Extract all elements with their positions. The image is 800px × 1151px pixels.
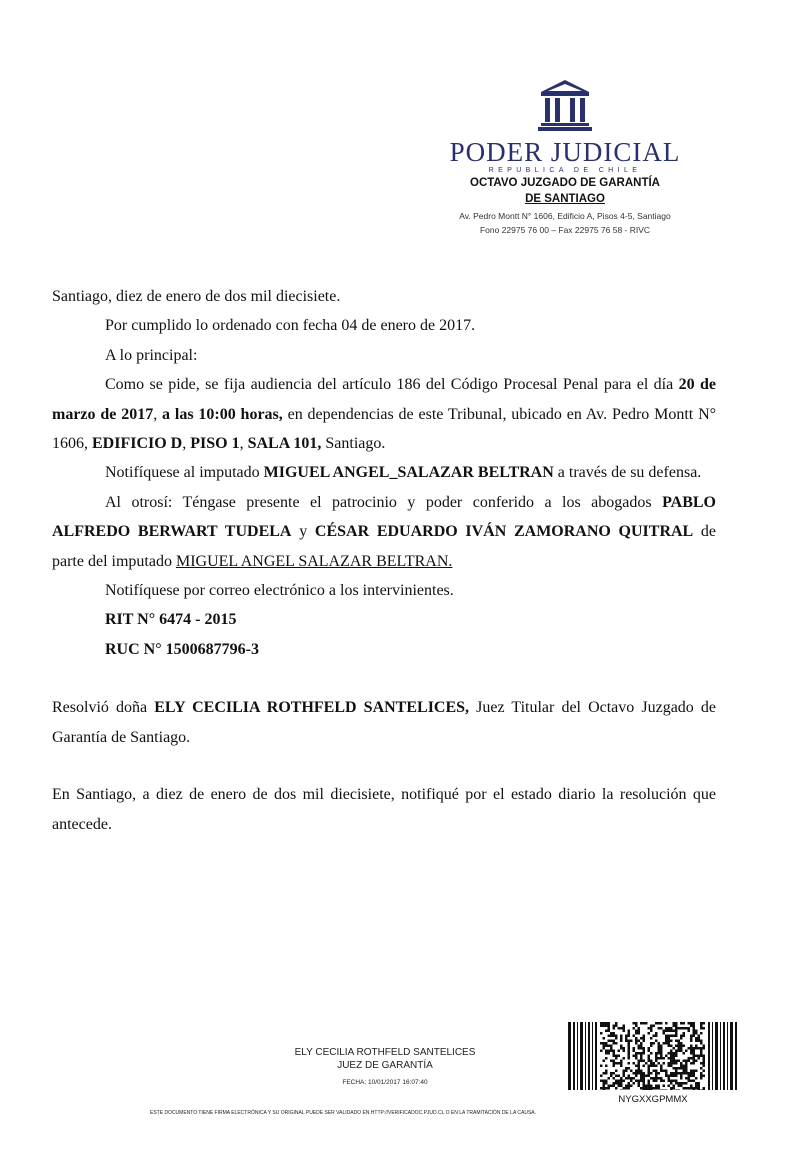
barcode-icon [568,1022,738,1090]
hearing-text-4: , [182,435,191,453]
resolution-text-2: Juez Titular del Octavo Juzgado de Garantía de Santiago. [52,699,716,746]
hearing-text-6: Santiago. [321,435,386,453]
hearing-floor: PISO 1 [190,435,240,453]
validation-disclaimer: ESTE DOCUMENTO TIENE FIRMA ELECTRÓNICA Y SU ORIGINAL PUEDE SER VALIDADO EN HTTP://VERIFICADOC.PJUD.CL O EN LA TRAMITACIÓN DE LA CAUSA. [150,1110,537,1116]
court-name-line2: DE SANTIAGO [525,193,605,205]
defendant-name: MIGUEL ANGEL_SALAZAR BELTRAN [263,464,554,482]
otrosi-text-3: de parte del imputado [52,523,717,570]
paragraph-otrosi [52,488,716,576]
judge-name: ELY CECILIA ROTHFELD SANTELICES, [154,699,470,717]
paragraph-hearing [52,370,716,458]
spacer [52,664,716,693]
hearing-text-3: en dependencias de este Tribunal, ubicado en Av. Pedro Montt N° 1606, [52,405,717,453]
date-line: Santiago, diez de enero de dos mil diecisiete. [52,288,341,305]
signer-title: JUEZ DE GARANTÍA [337,1060,433,1071]
paragraph-resolution [52,693,716,752]
paragraph-notification: En Santiago, a diez de enero de dos mil diecisiete, notifiqué por el estado diario la resolución que antecede. [52,786,716,833]
spacer [52,752,716,780]
hearing-text-5: , [239,435,248,453]
signature-block [270,1046,500,1088]
notify-text-1: Notifíquese al imputado [105,464,264,482]
court-address: Av. Pedro Montt N° 1606, Edificio A, Pisos 4-5, Santiago [459,211,671,221]
notify-text-2: a través de su defensa. [553,464,702,482]
paragraph-principal: A lo principal: [105,346,198,364]
letterhead [430,78,700,237]
paragraph-compliance: Por cumplido lo ordenado con fecha 04 de enero de 2017. [105,317,476,335]
hearing-room: SALA 101, [247,435,322,453]
hearing-building: EDIFICIO D [92,435,183,453]
otrosi-text-2: y [291,523,315,541]
signer-name: ELY CECILIA ROTHFELD SANTELICES [294,1047,476,1058]
courthouse-icon [537,78,593,132]
court-phone: Fono 22975 76 00 – Fax 22975 76 58 - RIVC [479,225,651,235]
court-name-line1: OCTAVO JUZGADO DE GARANTÍA [470,177,660,189]
barcode-code: NYGXXGPMMX [618,1094,688,1105]
org-subtitle: REPUBLICA DE CHILE [488,167,642,174]
otrosi-text-1: Al otrosí: Téngase presente el patrocinio y poder conferido a los abogados [105,493,663,511]
lawyer-2-name: CÉSAR EDUARDO IVÁN ZAMORANO QUITRAL [314,523,694,541]
ruc-number: RUC N° 1500687796-3 [105,640,259,658]
rit-number: RIT N° 6474 - 2015 [105,611,237,629]
resolution-text-1: Resolvió doña [52,699,155,717]
paragraph-notify-defendant [52,458,716,487]
document-body [52,282,716,839]
hearing-text-1: Como se pide, se fija audiencia del artículo 186 del Código Procesal Penal para el día [105,376,679,394]
hearing-text-2: , [153,405,163,423]
hearing-date: 20 de marzo de 2017 [52,376,717,423]
paragraph-email-notice: Notifíquese por correo electrónico a los intervinientes. [105,582,454,600]
barcode-block [568,1022,738,1105]
signature-date: FECHA: 10/01/2017 16:07:40 [342,1079,428,1086]
hearing-time: a las 10:00 horas, [162,405,283,423]
org-name: PODER JUDICIAL [449,137,681,167]
lawyer-1-name: PABLO ALFREDO BERWART TUDELA [52,493,716,541]
defendant-name-underlined: MIGUEL ANGEL SALAZAR BELTRAN. [175,552,453,570]
